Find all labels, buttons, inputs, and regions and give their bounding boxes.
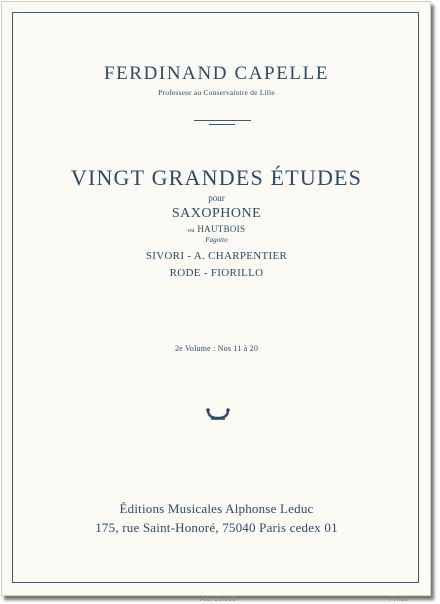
publisher-name: Éditions Musicales Alphonse Leduc	[119, 501, 314, 516]
alt-instrument-secondary: Fagotto	[205, 236, 228, 244]
alt-instrument-prefix: ou	[187, 227, 195, 234]
plate-number: A.L. 20.806	[200, 596, 236, 603]
title-divider-short	[209, 124, 235, 125]
volume-label: 2e Volume : Nos 11 à 20	[174, 344, 259, 353]
alt-instrument-line	[13, 224, 420, 234]
title-divider-long	[194, 120, 251, 121]
ornament-icon	[206, 408, 230, 422]
instrument-name: SAXOPHONE	[171, 206, 262, 221]
alt-instrument-name: HAUTBOIS	[197, 224, 246, 234]
score-cover	[1, 1, 431, 596]
cover-frame	[12, 12, 419, 583]
sources-line-1: SIVORI - A. CHARPENTIER	[145, 250, 288, 262]
work-title: VINGT GRANDES ÉTUDES	[70, 165, 363, 190]
pour-label: pour	[208, 193, 225, 203]
composer-name: FERDINAND CAPELLE	[103, 63, 330, 84]
composer-title: Professeur au Conservatoire de Lille	[158, 88, 275, 97]
sources-line-2: RODE - FIORILLO	[169, 267, 264, 279]
publisher-address: 175, rue Saint-Honoré, 75040 Paris cedex 01	[95, 520, 338, 535]
catalog-code: PX.13	[389, 596, 409, 603]
